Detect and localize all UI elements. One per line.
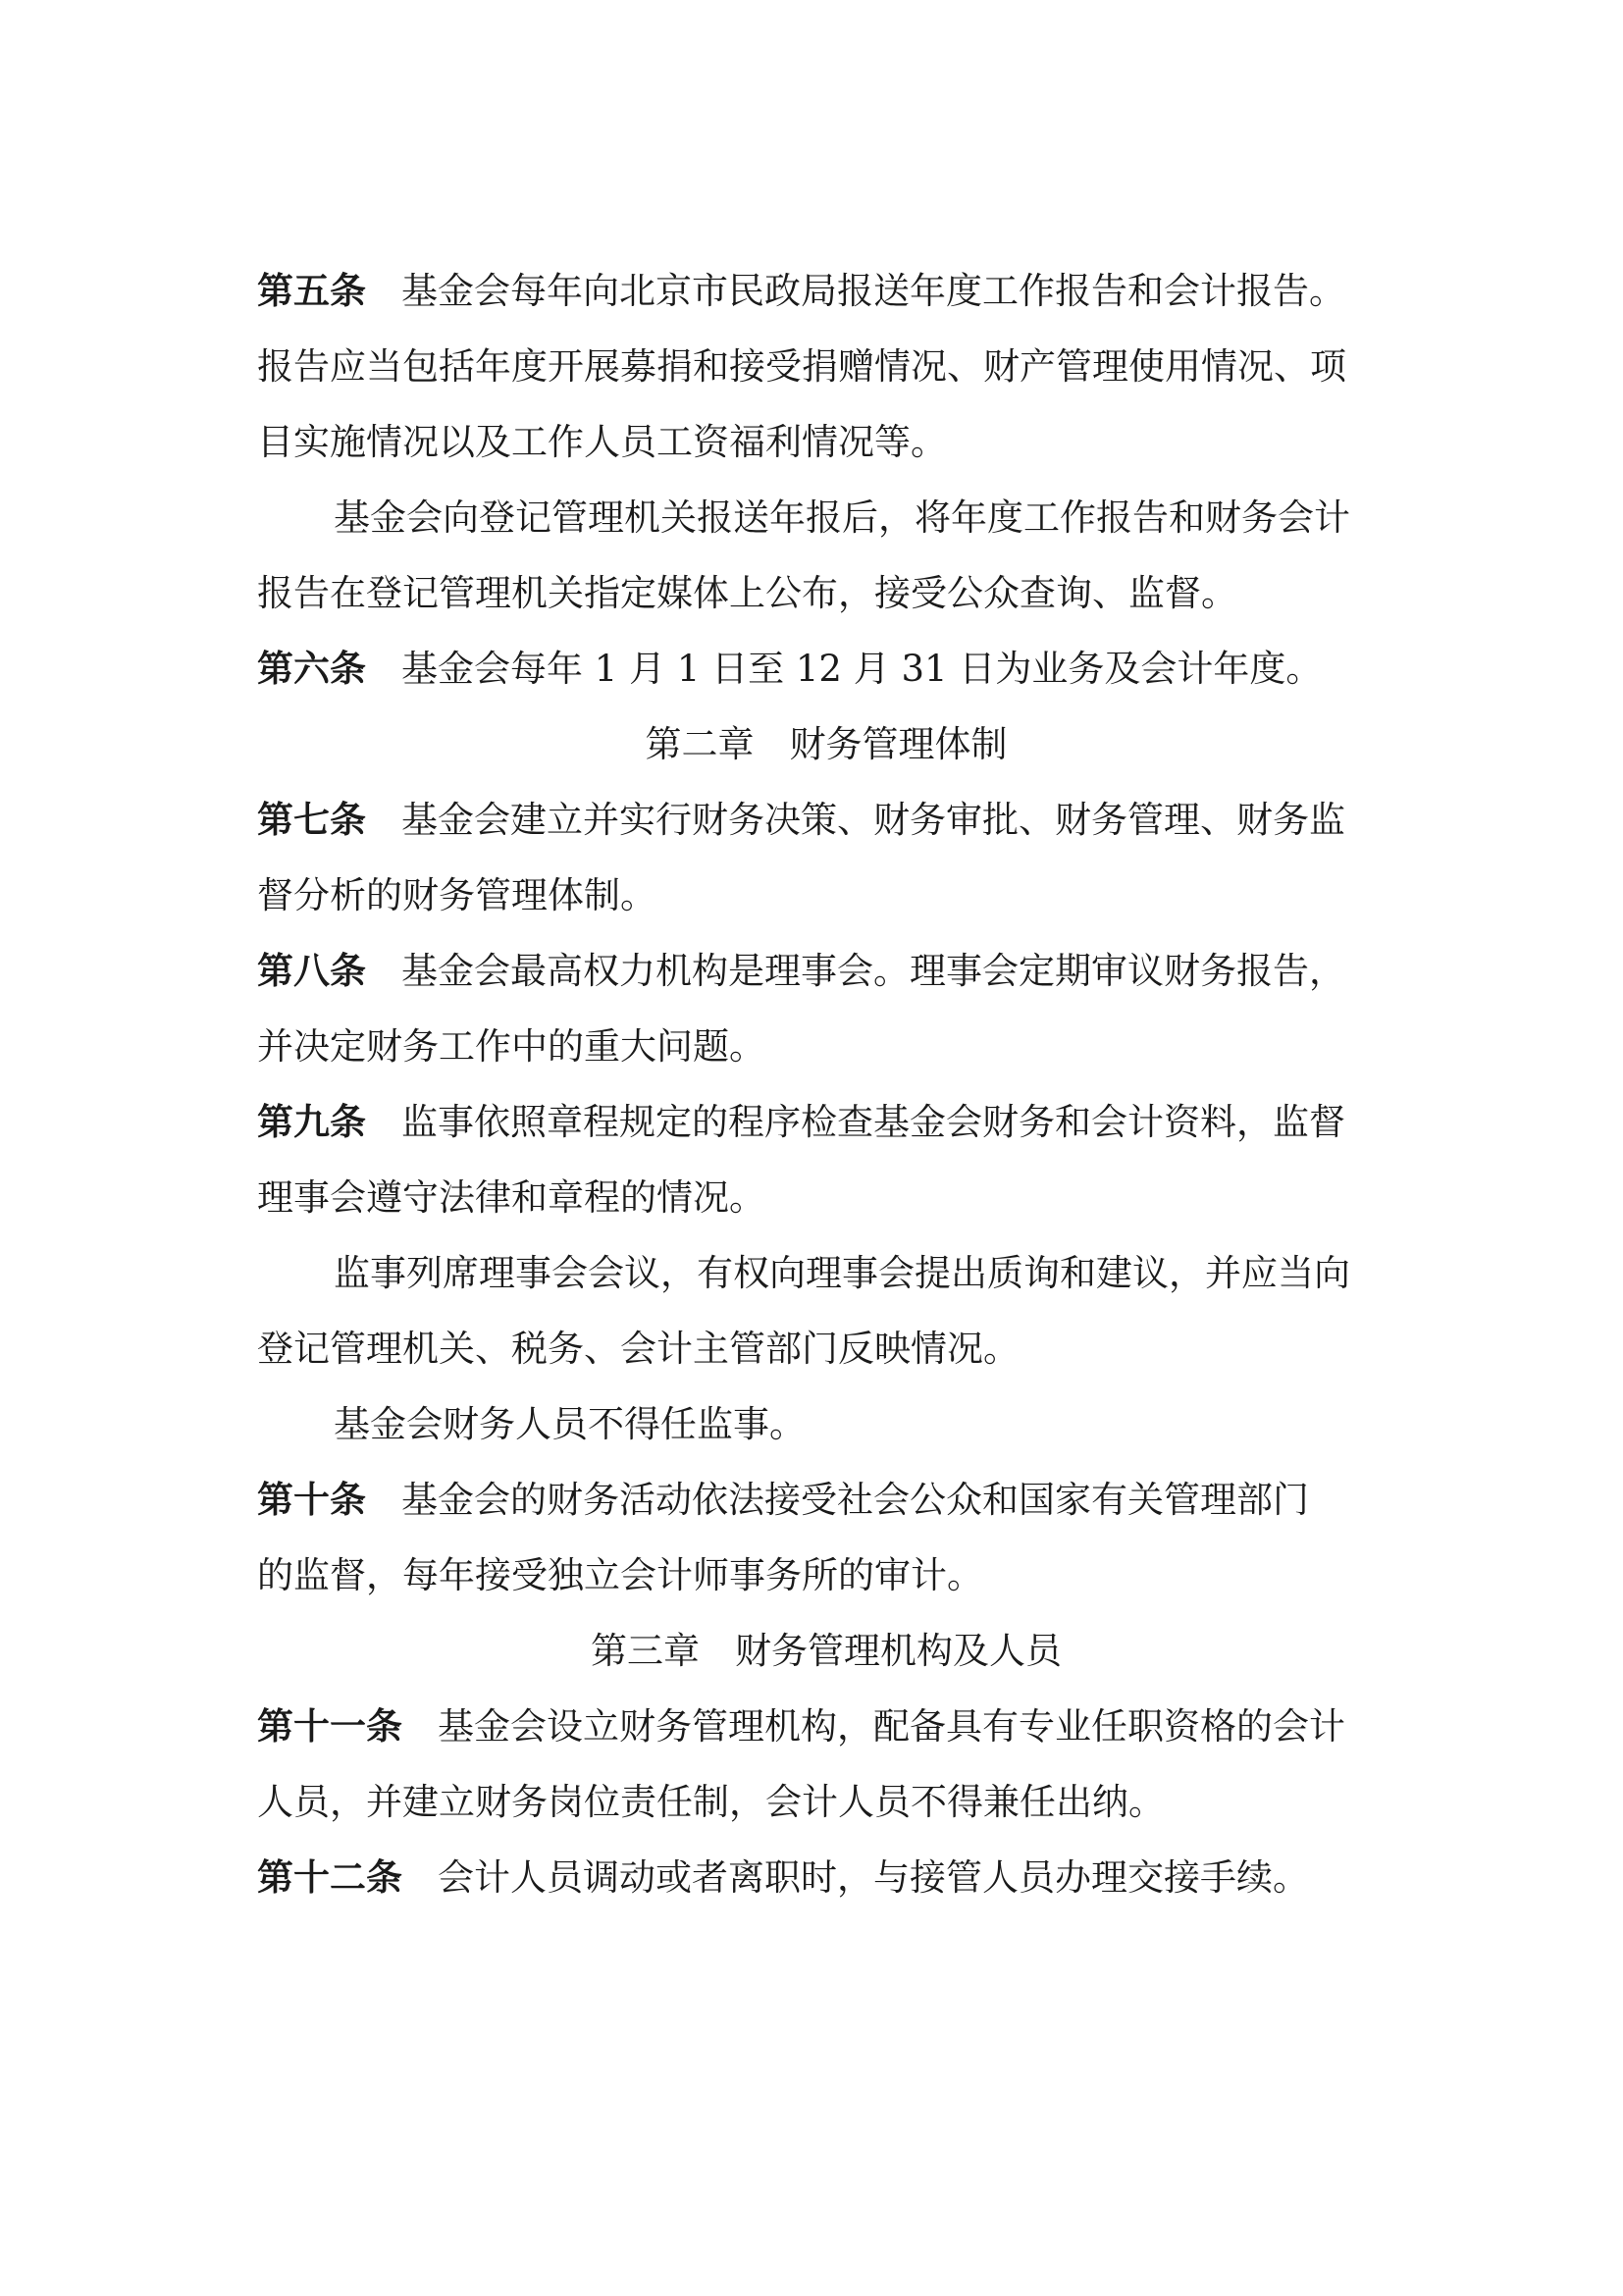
article-7-text-1: 基金会建立并实行财务决策、财务审批、财务管理、财务监 [401,799,1345,841]
article-5-line-1 [257,253,1395,329]
article-9-label: 第九条 [257,1101,366,1143]
article-11-label: 第十一条 [257,1705,402,1748]
article-9-para2-line-2: 登记管理机关、税务、会计主管部门反映情况。 [257,1328,1020,1370]
article-5-para2-line-2: 报告在登记管理机关指定媒体上公布，接受公众查询、监督。 [257,572,1237,614]
article-5-para2-line-1: 基金会向登记管理机关报送年报后，将年度工作报告和财务会计 [334,496,1350,539]
chapter-3-title: 财务管理机构及人员 [735,1630,1062,1672]
article-9-line-1 [257,1084,1395,1160]
article-7-label: 第七条 [257,799,366,841]
article-11-text-1: 基金会设立财务管理机构，配备具有专业任职资格的会计 [438,1705,1345,1748]
chapter-3-heading [257,1613,1395,1689]
article-8-line-2: 并决定财务工作中的重大问题。 [257,1025,765,1068]
document-page [257,253,1395,1915]
article-7-line-2: 督分析的财务管理体制。 [257,874,656,916]
article-10-text-1: 基金会的财务活动依法接受社会公众和国家有关管理部门 [401,1479,1309,1521]
article-7-line-1 [257,782,1395,858]
article-12-label: 第十二条 [257,1856,402,1899]
chapter-2-number: 第二章 [645,723,755,765]
article-5-text-1: 基金会每年向北京市民政局报送年度工作报告和会计报告。 [401,270,1345,312]
article-9-line-2: 理事会遵守法律和章程的情况。 [257,1176,765,1219]
article-9-para3-line-1: 基金会财务人员不得任监事。 [334,1403,806,1445]
article-12-line-1 [257,1840,1395,1915]
chapter-2-title: 财务管理体制 [789,723,1008,765]
article-10-line-2: 的监督，每年接受独立会计师事务所的审计。 [257,1554,983,1596]
chapter-2-heading [257,706,1395,782]
article-6-line-1 [257,631,1395,706]
article-6-label: 第六条 [257,648,366,690]
article-9-text-1: 监事依照章程规定的程序检查基金会财务和会计资料，监督 [401,1101,1345,1143]
article-9-para2-line-1: 监事列席理事会会议，有权向理事会提出质询和建议，并应当向 [334,1252,1350,1294]
article-11-line-2: 人员，并建立财务岗位责任制，会计人员不得兼任出纳。 [257,1781,1165,1823]
article-10-label: 第十条 [257,1479,366,1521]
article-5-line-2: 报告应当包括年度开展募捐和接受捐赠情况、财产管理使用情况、项 [257,345,1346,388]
article-5-line-3: 目实施情况以及工作人员工资福利情况等。 [257,421,947,463]
chapter-3-number: 第三章 [591,1630,700,1672]
article-8-label: 第八条 [257,950,366,992]
article-8-text-1: 基金会最高权力机构是理事会。理事会定期审议财务报告， [401,950,1345,992]
article-12-text-1: 会计人员调动或者离职时，与接管人员办理交接手续。 [438,1856,1309,1899]
article-5-label: 第五条 [257,270,366,312]
article-10-line-1 [257,1462,1395,1538]
article-6-text-1: 基金会每年 1 月 1 日至 12 月 31 日为业务及会计年度。 [401,648,1323,690]
article-11-line-1 [257,1689,1395,1764]
article-8-line-1 [257,933,1395,1009]
